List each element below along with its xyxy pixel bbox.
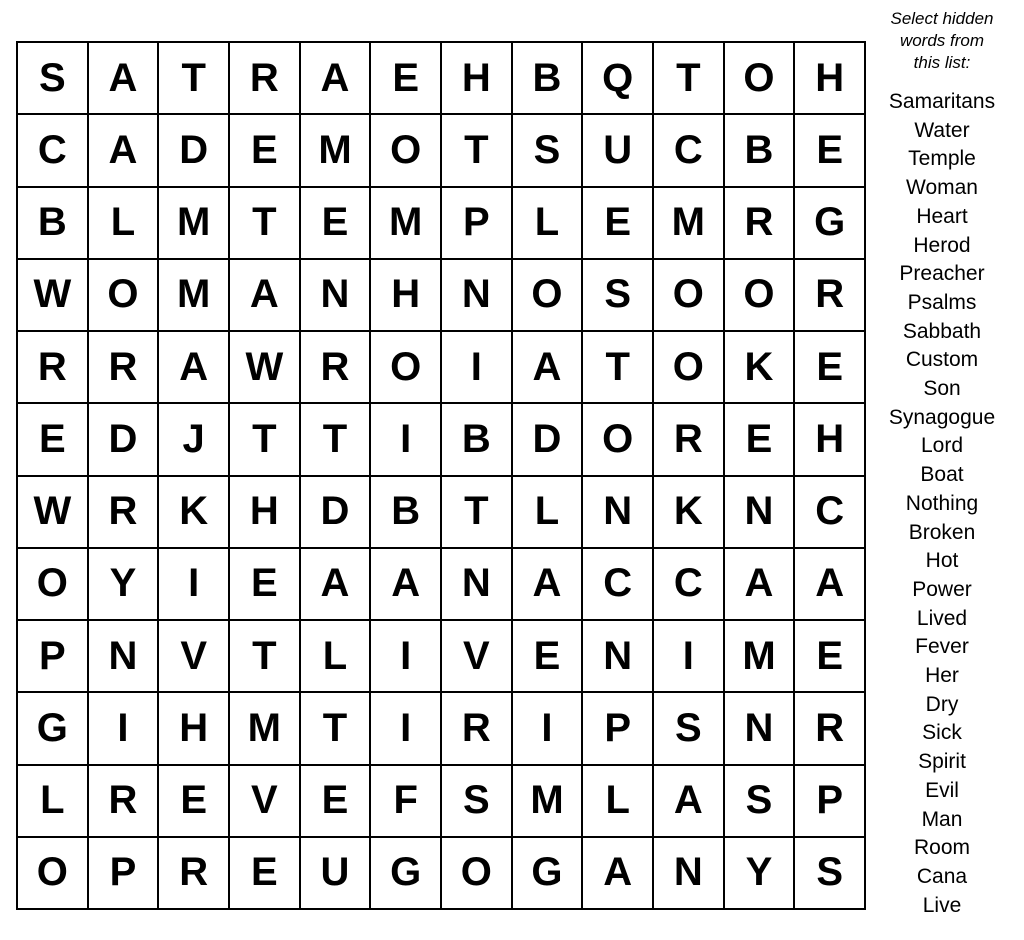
letter-cell[interactable]: E — [795, 621, 866, 693]
letter-cell[interactable]: V — [159, 621, 230, 693]
letter-cell[interactable]: L — [89, 188, 160, 260]
letter-cell[interactable]: W — [18, 260, 89, 332]
letter-cell[interactable]: I — [371, 693, 442, 765]
letter-cell[interactable]: S — [513, 115, 584, 187]
letter-cell[interactable]: E — [230, 115, 301, 187]
letter-cell[interactable]: U — [301, 838, 372, 910]
word-list-item[interactable]: Broken — [908, 520, 976, 544]
letter-cell[interactable]: N — [442, 549, 513, 621]
word-list-item[interactable]: Son — [923, 377, 961, 401]
word-list-item[interactable]: Preacher — [899, 262, 985, 286]
letter-cell[interactable]: R — [795, 260, 866, 332]
letter-cell[interactable]: R — [89, 477, 160, 549]
letter-cell[interactable]: V — [442, 621, 513, 693]
letter-cell[interactable]: I — [371, 621, 442, 693]
letter-cell[interactable]: A — [301, 549, 372, 621]
letter-cell[interactable]: E — [159, 766, 230, 838]
letter-cell[interactable]: T — [583, 332, 654, 404]
letter-cell[interactable]: O — [725, 260, 796, 332]
letter-cell[interactable]: K — [654, 477, 725, 549]
letter-cell[interactable]: R — [654, 404, 725, 476]
word-list-item[interactable]: Boat — [920, 463, 964, 487]
letter-cell[interactable]: M — [301, 115, 372, 187]
letter-cell[interactable]: B — [513, 43, 584, 115]
letter-cell[interactable]: A — [583, 838, 654, 910]
letter-cell[interactable]: G — [513, 838, 584, 910]
letter-cell[interactable]: M — [654, 188, 725, 260]
word-list-item[interactable]: Woman — [906, 176, 978, 200]
letter-cell[interactable]: O — [442, 838, 513, 910]
letter-cell[interactable]: P — [18, 621, 89, 693]
letter-cell[interactable]: L — [583, 766, 654, 838]
letter-cell[interactable]: O — [18, 838, 89, 910]
letter-cell[interactable]: R — [159, 838, 230, 910]
letter-cell[interactable]: T — [230, 404, 301, 476]
letter-cell[interactable]: J — [159, 404, 230, 476]
letter-cell[interactable]: O — [654, 332, 725, 404]
letter-cell[interactable]: B — [371, 477, 442, 549]
letter-cell[interactable]: O — [89, 260, 160, 332]
letter-cell[interactable]: S — [654, 693, 725, 765]
word-list-item[interactable]: Heart — [916, 204, 968, 228]
word-list-item[interactable]: Temple — [908, 147, 976, 171]
letter-cell[interactable]: P — [442, 188, 513, 260]
letter-cell[interactable]: E — [583, 188, 654, 260]
letter-cell[interactable]: A — [725, 549, 796, 621]
letter-cell[interactable]: N — [89, 621, 160, 693]
letter-cell[interactable]: B — [18, 188, 89, 260]
letter-cell[interactable]: R — [301, 332, 372, 404]
letter-cell[interactable]: C — [795, 477, 866, 549]
letter-cell[interactable]: A — [371, 549, 442, 621]
letter-cell[interactable]: N — [583, 477, 654, 549]
letter-cell[interactable]: Y — [725, 838, 796, 910]
letter-cell[interactable]: A — [159, 332, 230, 404]
letter-cell[interactable]: O — [371, 115, 442, 187]
letter-cell[interactable]: S — [442, 766, 513, 838]
letter-cell[interactable]: A — [89, 43, 160, 115]
letter-cell[interactable]: O — [583, 404, 654, 476]
word-list-item[interactable]: Samaritans — [888, 90, 996, 113]
letter-cell[interactable]: A — [513, 549, 584, 621]
word-list-item[interactable]: Herod — [913, 233, 971, 257]
letter-cell[interactable]: M — [159, 188, 230, 260]
letter-cell[interactable]: E — [371, 43, 442, 115]
letter-grid — [16, 41, 866, 910]
letter-cell[interactable]: R — [725, 188, 796, 260]
letter-cell[interactable]: H — [795, 404, 866, 476]
letter-cell[interactable]: I — [654, 621, 725, 693]
letter-cell[interactable]: I — [159, 549, 230, 621]
letter-cell[interactable]: K — [725, 332, 796, 404]
letter-cell[interactable]: S — [725, 766, 796, 838]
letter-cell[interactable]: T — [159, 43, 230, 115]
letter-cell[interactable]: A — [89, 115, 160, 187]
letter-cell[interactable]: C — [654, 115, 725, 187]
word-list-item[interactable]: Dry — [925, 692, 959, 716]
instructions-line: words from — [899, 31, 985, 50]
letter-cell[interactable]: A — [795, 549, 866, 621]
letter-cell[interactable]: V — [230, 766, 301, 838]
letter-cell[interactable]: M — [513, 766, 584, 838]
letter-cell[interactable]: R — [89, 766, 160, 838]
word-list-item[interactable]: Evil — [925, 778, 959, 802]
letter-cell[interactable]: K — [159, 477, 230, 549]
letter-cell[interactable]: S — [583, 260, 654, 332]
letter-cell[interactable]: E — [795, 115, 866, 187]
letter-cell[interactable]: M — [725, 621, 796, 693]
letter-cell[interactable]: R — [442, 693, 513, 765]
letter-cell[interactable]: S — [18, 43, 89, 115]
word-list-item[interactable]: Power — [912, 577, 972, 601]
letter-cell[interactable]: W — [18, 477, 89, 549]
letter-cell[interactable]: Q — [583, 43, 654, 115]
letter-cell[interactable]: A — [513, 332, 584, 404]
letter-cell[interactable]: P — [583, 693, 654, 765]
word-list-item[interactable]: Lived — [916, 606, 968, 630]
letter-cell[interactable]: E — [230, 549, 301, 621]
letter-cell[interactable]: A — [654, 766, 725, 838]
word-list-item[interactable]: Live — [922, 893, 962, 917]
word-list-item[interactable]: Man — [921, 807, 963, 831]
letter-cell[interactable]: W — [230, 332, 301, 404]
letter-cell[interactable]: S — [795, 838, 866, 910]
letter-cell[interactable]: C — [654, 549, 725, 621]
word-list-item[interactable]: Psalms — [907, 290, 977, 314]
word-list-item[interactable]: Fever — [915, 635, 969, 659]
letter-cell[interactable]: I — [442, 332, 513, 404]
word-list-item[interactable]: Lord — [920, 434, 964, 458]
letter-cell[interactable]: D — [301, 477, 372, 549]
letter-cell[interactable]: R — [795, 693, 866, 765]
letter-cell[interactable]: G — [371, 838, 442, 910]
letter-cell[interactable]: I — [371, 404, 442, 476]
letter-cell[interactable]: H — [371, 260, 442, 332]
letter-cell[interactable]: N — [725, 477, 796, 549]
letter-cell[interactable]: N — [583, 621, 654, 693]
letter-cell[interactable]: G — [795, 188, 866, 260]
letter-cell[interactable]: N — [442, 260, 513, 332]
letter-cell[interactable]: I — [513, 693, 584, 765]
letter-cell[interactable]: H — [442, 43, 513, 115]
letter-cell[interactable]: H — [230, 477, 301, 549]
letter-cell[interactable]: M — [371, 188, 442, 260]
word-list-item[interactable]: Her — [925, 664, 959, 688]
letter-cell[interactable]: T — [301, 404, 372, 476]
letter-cell[interactable]: T — [301, 693, 372, 765]
letter-cell[interactable]: N — [301, 260, 372, 332]
letter-cell[interactable]: P — [89, 838, 160, 910]
letter-cell[interactable]: E — [18, 404, 89, 476]
instructions — [872, 8, 1012, 74]
letter-cell[interactable]: E — [301, 766, 372, 838]
word-list-item[interactable]: Sick — [922, 721, 962, 745]
letter-cell[interactable]: O — [513, 260, 584, 332]
word-list-item[interactable]: Synagogue — [888, 405, 996, 429]
letter-cell[interactable]: L — [513, 188, 584, 260]
letter-cell[interactable]: A — [301, 43, 372, 115]
letter-cell[interactable]: E — [301, 188, 372, 260]
letter-cell[interactable]: C — [18, 115, 89, 187]
letter-cell[interactable]: G — [18, 693, 89, 765]
word-list — [872, 88, 1012, 920]
word-list-item[interactable]: Room — [913, 836, 971, 860]
letter-cell[interactable]: N — [725, 693, 796, 765]
letter-cell[interactable]: L — [18, 766, 89, 838]
letter-cell[interactable]: O — [725, 43, 796, 115]
letter-cell[interactable]: E — [795, 332, 866, 404]
letter-cell[interactable]: O — [371, 332, 442, 404]
word-list-item[interactable]: Hot — [925, 549, 959, 573]
letter-cell[interactable]: M — [159, 260, 230, 332]
word-list-item[interactable]: Cana — [916, 864, 968, 888]
letter-cell[interactable]: R — [230, 43, 301, 115]
letter-cell[interactable]: T — [442, 115, 513, 187]
letter-cell[interactable]: E — [513, 621, 584, 693]
letter-cell[interactable]: E — [230, 838, 301, 910]
word-list-panel — [872, 8, 1012, 920]
letter-cell[interactable]: H — [795, 43, 866, 115]
letter-cell[interactable]: B — [442, 404, 513, 476]
letter-cell[interactable]: B — [725, 115, 796, 187]
letter-cell[interactable]: T — [442, 477, 513, 549]
letter-cell[interactable]: R — [18, 332, 89, 404]
letter-cell[interactable]: O — [654, 260, 725, 332]
letter-cell[interactable]: L — [513, 477, 584, 549]
instructions-line: this list: — [913, 53, 971, 72]
letter-cell[interactable]: U — [583, 115, 654, 187]
letter-cell[interactable]: H — [159, 693, 230, 765]
letter-cell[interactable]: T — [230, 188, 301, 260]
letter-cell[interactable]: D — [159, 115, 230, 187]
letter-cell[interactable]: P — [795, 766, 866, 838]
letter-cell[interactable]: O — [18, 549, 89, 621]
letter-cell[interactable]: D — [89, 404, 160, 476]
letter-cell[interactable]: L — [301, 621, 372, 693]
letter-cell[interactable]: R — [89, 332, 160, 404]
word-list-item[interactable]: Custom — [905, 348, 979, 372]
word-list-item[interactable]: Nothing — [905, 491, 979, 515]
word-list-item[interactable]: Sabbath — [902, 319, 982, 343]
letter-cell[interactable]: T — [654, 43, 725, 115]
word-list-item[interactable]: Spirit — [918, 750, 966, 774]
letter-cell[interactable]: C — [583, 549, 654, 621]
letter-cell[interactable]: T — [230, 621, 301, 693]
letter-cell[interactable]: E — [725, 404, 796, 476]
word-list-item[interactable]: Water — [914, 118, 970, 142]
instructions-line: Select hidden — [890, 9, 994, 28]
letter-cell[interactable]: I — [89, 693, 160, 765]
letter-cell[interactable]: D — [513, 404, 584, 476]
letter-cell[interactable]: F — [371, 766, 442, 838]
letter-cell[interactable]: A — [230, 260, 301, 332]
letter-cell[interactable]: M — [230, 693, 301, 765]
letter-cell[interactable]: Y — [89, 549, 160, 621]
letter-cell[interactable]: N — [654, 838, 725, 910]
